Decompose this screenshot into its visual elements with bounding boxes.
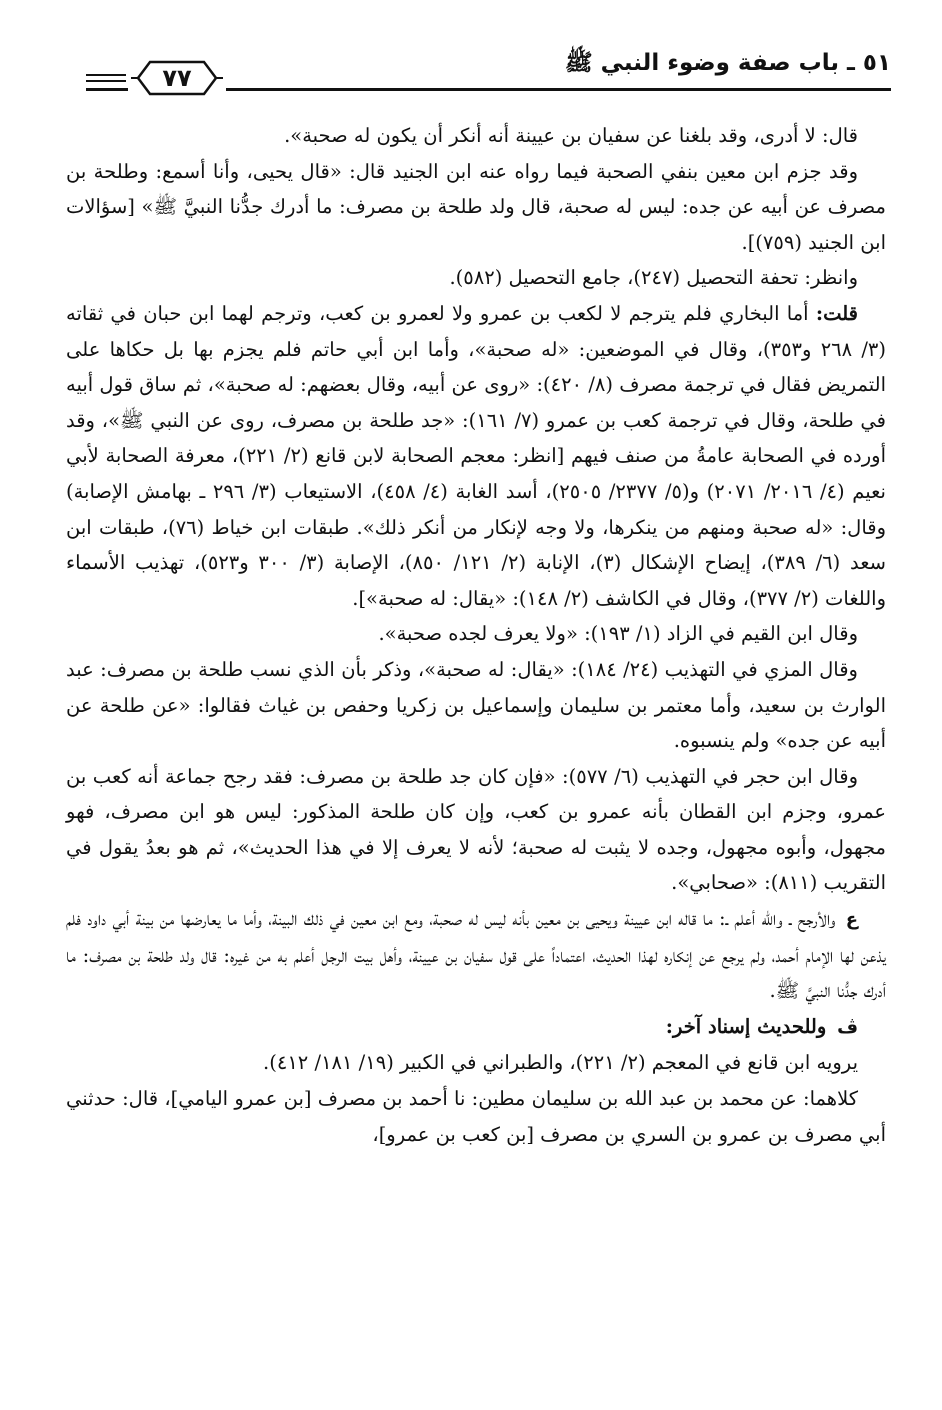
paragraph (66, 616, 886, 652)
text-run: قال: لا أدرى، وقد بلغنا عن سفيان بن عيينة أنه أنكر أن يكون له صحبة». (284, 124, 858, 147)
text-run: والأرجح ـ والله أعلم ـ: ما قاله ابن عيينة ويحيى بن معين بأنه ليس له صحبة، ومع ابن معين في ذلك البينة، وأما ما يعارضها من بينة أبي داود فلم يذعن لها الإمام أحمد، ولم يرجع عن إنكاره لهذا الحديث، اعتماداً على قول سفيان بن عيينة، وأهل بيت الرجل أعلم به من غيره: قال ولد طلحة بن مصرف: ما أدرك جدُّنا النبيَّ ﷺ. (66, 907, 886, 1003)
paragraph (66, 118, 886, 154)
paragraph-marker-icon: ڤ (837, 1016, 858, 1038)
paragraph (66, 1081, 886, 1152)
text-run: وقال المزي في التهذيب (٢٤/ ١٨٤): «يقال: له صحبة»، وذكر بأن الذي نسب طلحة بن مصرف: عبد الوارث بن سعيد، وأما معتمر بن سليمان وإسماعيل بن زكريا وحفص بن غياث فقالوا: «عن طلحة عن أبيه عن جده» ولم ينسبوه. (66, 657, 886, 753)
paragraph (66, 260, 886, 296)
bold-text: قلت: (815, 301, 858, 325)
text-run: وقال ابن حجر في التهذيب (٦/ ٥٧٧): «فإن كان جد طلحة بن مصرف: فقد رجح جماعة أنه كعب بن عمرو، وجزم ابن القطان بأنه عمرو بن كعب، وإن كان طلحة المذكور: ليس هو ابن مصرف، فهو مجهول، وأبوه مجهول، وجده لا يثبت له صحبة؛ لأنه لا يعرف إلا في هذا الحديث»، ثم هو بعدُ يقول في التقريب (٨١١): «صحابي». (66, 764, 886, 895)
bold-text: وللحديث إسناد آخر: (665, 1014, 834, 1038)
text-run: وقد جزم ابن معين بنفي الصحبة فيما رواه عنه ابن الجنيد قال: «قال يحيى، وأنا أسمع: وطلحة بن مصرف عن أبيه عن جده: ليس له صحبة، قال ولد طلحة بن مصرف: ما أدرك جدُّنا النبيَّ ﷺ» [سؤالات ابن الجنيد (٧٥٩)]. (66, 159, 886, 254)
paragraph-marker-icon: ع (845, 909, 858, 931)
header-rule-ornament-top (86, 74, 126, 76)
paragraph (66, 1045, 886, 1081)
chapter-title: ٥١ ـ باب صفة وضوء النبي ﷺ (557, 48, 891, 82)
header-rule-ornament-bottom (86, 80, 126, 82)
text-run: أما البخاري فلم يترجم لا لكعب بن عمرو ولا لعمرو بن كعب، وترجم لهما ابن حبان في ثقاته (٣/ ٢٦٨ و٣٥٣)، وقال في الموضعين: «له صحبة»، وأما ابن أبي حاتم فلم يجزم بها بل حكاها على التمريض فقال في ترجمة مصرف (٨/ ٤٢٠): «روى عن أبيه، وقال بعضهم: له صحبة»، ثم ساق قول أبيه في طلحة، وقال في ترجمة كعب بن عمرو (٧/ ١٦١): «جد طلحة بن مصرف، روى عن النبي ﷺ»، وقد أورده في الصحابة عامةُ من صنف فيهم [انظر: معجم الصحابة لابن قانع (٢/ ٢٢١)، معرفة الصحابة لأبي نعيم (٤/ ٢٠١٦/ ٢٠٧١) و(٥/ ٢٣٧٧/ ٢٥٠٥)، أسد الغابة (٤/ ٤٥٨)، الاستيعاب (٣/ ٢٩٦ ـ بهامش الإصابة) وقال: «له صحبة ومنهم من ينكرها، ولا وجه لإنكار من أنكر ذلك». طبقات ابن خياط (٧٦)، طبقات ابن سعد (٦/ ٣٨٩)، إيضاح الإشكال (٣)، الإنابة (٢/ ١٢١/ ٨٥٠)، الإصابة (٣/ ٣٠٠ و٥٢٣)، تهذيب الأسماء واللغات (٢/ ٣٧٧)، وقال في الكاشف (٢/ ١٤٨): «يقال: له صحبة»]. (66, 301, 886, 610)
main-text (66, 118, 886, 1152)
paragraph (66, 1009, 886, 1046)
paragraph (66, 652, 886, 759)
text-run: وقال ابن القيم في الزاد (١/ ١٩٣): «ولا يعرف لجده صحبة». (378, 622, 858, 646)
page-number: ٧٧ (162, 64, 192, 92)
page-header (86, 46, 891, 102)
paragraph (66, 901, 886, 1009)
text-run: يرويه ابن قانع في المعجم (٢/ ٢٢١)، والطبراني في الكبير (١٩/ ١٨١/ ٤١٢). (263, 1051, 858, 1075)
paragraph (66, 759, 886, 901)
text-run: وانظر: تحفة التحصيل (٢٤٧)، جامع التحصيل (٥٨٢). (449, 266, 858, 290)
paragraph (66, 296, 886, 616)
paragraph (66, 154, 886, 261)
text-run: كلاهما: عن محمد بن عبد الله بن سليمان مطين: نا أحمد بن مصرف [بن عمرو اليامي]، قال: حدثني أبي مصرف بن عمرو بن السري بن مصرف [بن كعب بن عمرو]، (66, 1087, 886, 1146)
page-number-frame (128, 58, 226, 98)
